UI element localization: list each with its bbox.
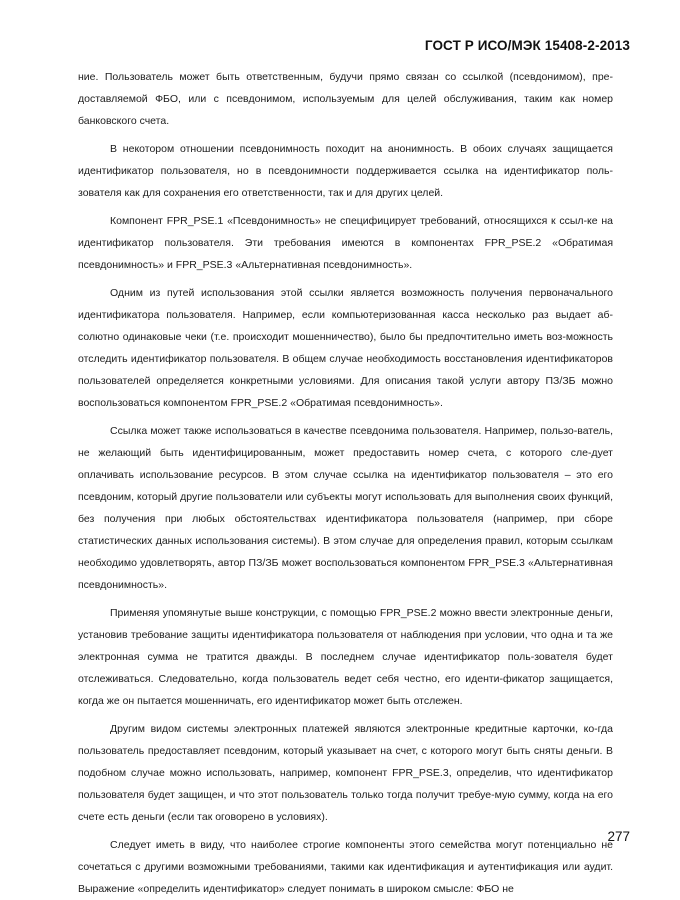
body-text [78,66,613,900]
paragraph: Другим видом системы электронных платежей являются электронные кредитные карточки, ко-гда пользователь предоставляет псевдоним, который указывает на счет, с которого могут быть сняты деньги. В подобном случае можно использовать, например, компонент FPR_PSE.3, определив, что идентификатор пользователя будет защищен, и что этот пользователь только тогда получит требуе-мую сумму, когда на его счете есть деньги (если так оговорено в условиях). [78,723,613,823]
paragraph: В некотором отношении псевдонимность походит на анонимность. В обоих случаях защищается идентификатор пользователя, но в псевдонимности поддерживается ссылка на идентификатор поль-зователя как для сохранения его ответственности, так и для других целей. [78,143,613,199]
paragraph: Ссылка может также использоваться в качестве псевдонима пользователя. Например, пользо-ватель, не желающий быть идентифицированным, может предоставить номер счета, с которого сле-дует оплачивать использование ресурсов. В этом случае ссылка на идентификатор пользователя – это его псевдоним, который другие пользователи или субъекты могут использовать для выполнения своих функций, без получения при любых обстоятельствах идентификатора пользователя (например, при сборе статистических данных использования системы). В этом случае для определения правил, которым ссылкам необходимо удовлетворять, автор ПЗ/ЗБ может воспользоваться компонентом FPR_PSE.3 «Альтернативная псевдонимность». [78,425,613,591]
paragraph: Следует иметь в виду, что наиболее строгие компоненты этого семейства могут потенциально не сочетаться с другими возможными требованиями, такими как идентификация и аутентификация или аудит. Выражение «определить идентификатор» следует понимать в широком смысле: ФБО не [78,839,613,895]
paragraph-continuation: ние. Пользователь может быть ответственным, будучи прямо связан со ссылкой (псевдонимом), пре-доставляемой ФБО, или с псевдонимом, используемым для целей обслуживания, таким как номер банковского счета. [78,71,613,127]
paragraph: Применяя упомянутые выше конструкции, с помощью FPR_PSE.2 можно ввести электронные деньги, установив требование защиты идентификатора пользователя от наблюдения при условии, что одна и та же электронная сумма не тратится дважды. В последнем случае идентификатор поль-зователя будет отслеживаться. Следовательно, когда пользователь ведет себя честно, его иденти-фикатор защищается, когда же он пытается мошенничать, его идентификатор может быть отслежен. [78,607,613,707]
paragraph: Компонент FPR_PSE.1 «Псевдонимность» не специфицирует требований, относящихся к ссыл-ке на идентификатор пользователя. Эти требования имеются в компонентах FPR_PSE.2 «Обратимая псевдонимность» и FPR_PSE.3 «Альтернативная псевдонимность». [78,215,613,271]
paragraph: Одним из путей использования этой ссылки является возможность получения первоначального идентификатора пользователя. Например, если компьютеризованная касса несколько раз выдает аб-солютно одинаковые чеки (т.е. происходит мошенничество), было бы предпочтительно иметь воз-можность отследить идентификатор пользователя. В общем случае необходимость восстановления идентификаторов пользователей определяется конкретными условиями. Для описания такой услуги автору ПЗ/ЗБ можно воспользоваться компонентом FPR_PSE.2 «Обратимая псевдонимность». [78,287,613,409]
standard-header: ГОСТ Р ИСО/МЭК 15408-2-2013 [424,38,630,53]
page-number: 277 [607,829,630,844]
